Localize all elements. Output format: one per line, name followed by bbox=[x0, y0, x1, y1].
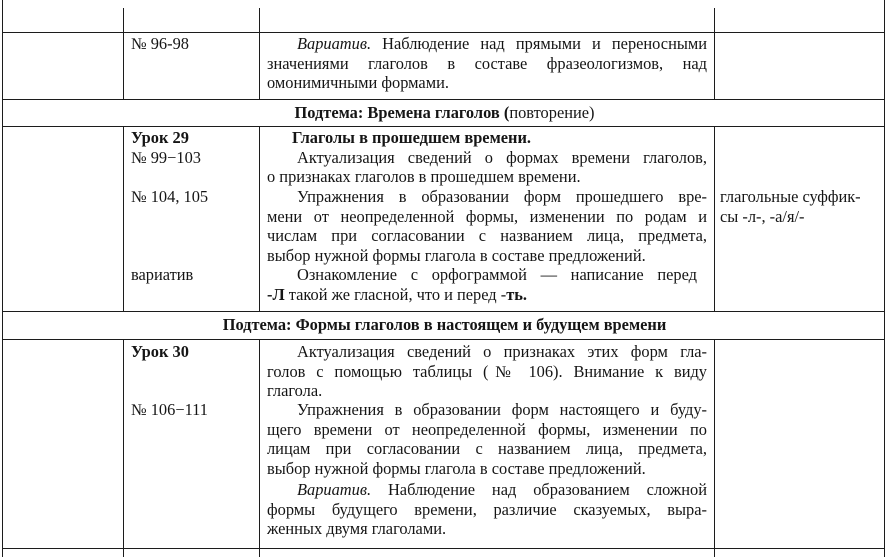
content-line: омонимичными формами. bbox=[267, 73, 449, 92]
content-line: мени от неопределенной формы, изменении по родам и bbox=[267, 207, 707, 226]
content-line bbox=[267, 34, 707, 53]
content-line: числам при согласовании с названием лица, предмета, bbox=[267, 226, 707, 245]
lesson-title: Урок 29 bbox=[131, 128, 189, 147]
content-line: -Л такой же гласной, что и перед -ть. bbox=[267, 285, 528, 304]
lesson-ref: № 99−103 bbox=[131, 148, 201, 167]
subtopic-title: Подтема: Времена глаголов ( bbox=[294, 103, 510, 122]
column-divider-3 bbox=[714, 8, 715, 100]
lesson-heading: Глаголы в прошедшем времени. bbox=[292, 128, 532, 147]
lesson-ref: № 104, 105 bbox=[131, 187, 209, 206]
lesson-title: Урок 30 bbox=[131, 342, 189, 361]
content-line: о признаках глаголов в прошедшем времени. bbox=[267, 167, 581, 186]
subtopic-heading: Подтема: Формы глаголов в настоящем и будущем времени bbox=[222, 315, 667, 334]
column-divider-2 bbox=[259, 126, 260, 311]
column-divider-2 bbox=[259, 339, 260, 557]
content-line: голов с помощью таблицы (№ 106). Внимание к виду bbox=[267, 362, 707, 381]
column-divider-1 bbox=[123, 8, 124, 100]
content-line: формы будущего времени, различие сказуемых, выра- bbox=[267, 500, 707, 519]
column-divider-1 bbox=[123, 339, 124, 557]
subtopic-heading bbox=[0, 103, 889, 122]
table-border-right bbox=[884, 0, 885, 557]
content-line: Вариатив. Наблюдение над образованием сложной bbox=[297, 480, 707, 499]
row-divider bbox=[2, 311, 885, 312]
content-line: лицам при согласовании с названием лица, предмета, bbox=[267, 439, 707, 458]
lesson-ref: вариатив bbox=[131, 265, 194, 284]
column-divider-3 bbox=[714, 126, 715, 311]
notes-line: сы -л-, -а/я/- bbox=[720, 207, 805, 226]
content-line: женных двумя глаголами. bbox=[267, 519, 447, 538]
content-line: глагола. bbox=[267, 381, 323, 400]
content-line: Актуализация сведений о формах времени глаголов, bbox=[297, 148, 707, 167]
content-line: Упражнения в образовании форм настоящего и буду- bbox=[297, 400, 707, 419]
variative-label: Вариатив. bbox=[297, 34, 372, 53]
lesson-ref: № 106−111 bbox=[131, 400, 208, 419]
row-divider bbox=[2, 339, 885, 340]
notes-line: глагольные суффик- bbox=[720, 187, 861, 206]
column-divider-2 bbox=[259, 8, 260, 100]
row-divider bbox=[2, 548, 885, 549]
content-line: выбор нужной формы глагола в составе предложений. bbox=[267, 459, 646, 478]
variative-label: Вариатив. bbox=[297, 480, 372, 499]
row-divider bbox=[2, 32, 885, 33]
content-line: щего времени от неопределенной формы, изменении по bbox=[267, 420, 707, 439]
content-line: значениями глаголов в составе фразеологизмов, над bbox=[267, 54, 707, 73]
orthogram-ending: ть. bbox=[506, 285, 528, 304]
column-divider-1 bbox=[123, 126, 124, 311]
column-divider-3 bbox=[714, 339, 715, 557]
lesson-ref: № 96-98 bbox=[131, 34, 189, 53]
table-border-left bbox=[2, 0, 3, 557]
orthogram-letter: -Л bbox=[267, 285, 285, 304]
content-line: выбор нужной формы глагола в составе предложений. bbox=[267, 246, 646, 265]
subtopic-note: повторение) bbox=[509, 103, 595, 122]
content-text: Наблюдение над прямыми и переносными bbox=[382, 34, 707, 53]
content-line: Актуализация сведений о признаках этих форм гла- bbox=[297, 342, 707, 361]
row-divider bbox=[2, 99, 885, 100]
content-line: Упражнения в образовании форм прошедшего вре- bbox=[297, 187, 707, 206]
content-line: Ознакомление с орфограммой — написание перед bbox=[297, 265, 697, 284]
row-divider bbox=[2, 126, 885, 127]
